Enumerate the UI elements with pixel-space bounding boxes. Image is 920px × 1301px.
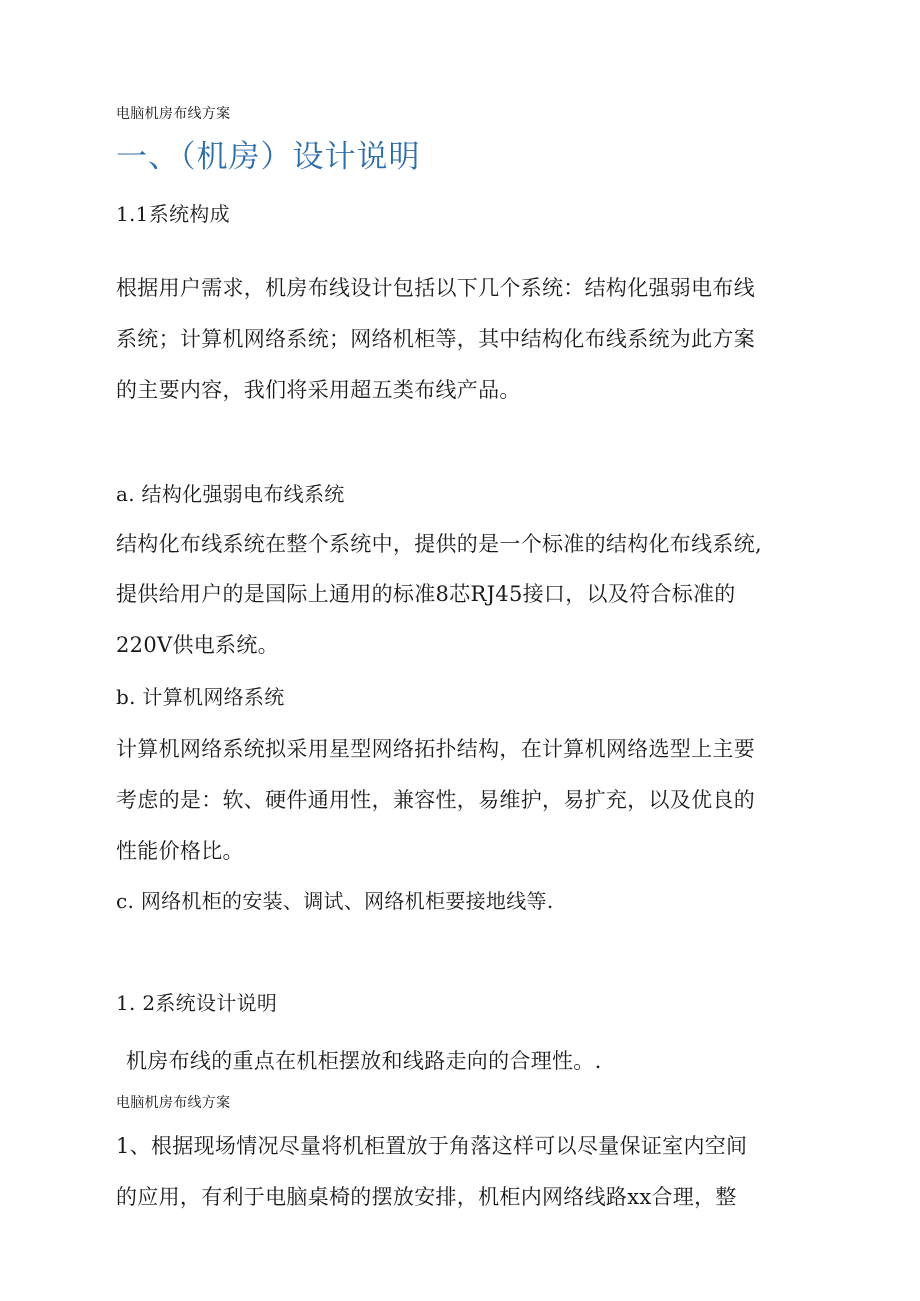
paragraph-line: 的主要内容，我们将采用超五类布线产品。	[116, 378, 521, 402]
subsection-title-1-1: 1.1系统构成	[116, 202, 230, 226]
paragraph-line: 系统；计算机网络系统；网络机柜等，其中结构化布线系统为此方案	[116, 327, 755, 351]
subsection-title-1-2: 1. 2系统设计说明	[116, 991, 278, 1015]
item-a-title: a. 结构化强弱电布线系统	[116, 482, 345, 506]
document-header-title: 电脑机房布线方案	[116, 1095, 231, 1111]
item-c-line: c. 网络机柜的安装、调试、网络机柜要接地线等.	[116, 889, 554, 913]
paragraph-line: 性能价格比。	[116, 839, 244, 863]
section-heading: 一、（机房）设计说明	[116, 139, 421, 175]
paragraph-line: 的应用，有利于电脑桌椅的摆放安排，机柜内网络线路xx合理，整	[116, 1185, 737, 1209]
document-header-title: 电脑机房布线方案	[116, 106, 231, 122]
paragraph-line: 机房布线的重点在机柜摆放和线路走向的合理性。.	[126, 1049, 602, 1073]
paragraph-line: 结构化布线系统在整个系统中，提供的是一个标准的结构化布线系统,	[116, 532, 762, 556]
paragraph-line: 1、根据现场情况尽量将机柜置放于角落这样可以尽量保证室内空间	[116, 1134, 748, 1158]
paragraph-line: 提供给用户的是国际上通用的标准8芯RJ45接口，以及符合标准的	[116, 582, 736, 606]
paragraph-line: 220V供电系统。	[116, 633, 279, 657]
paragraph-line: 考虑的是：软、硬件通用性，兼容性，易维护，易扩充，以及优良的	[116, 788, 755, 812]
paragraph-line: 根据用户需求，机房布线设计包括以下几个系统：结构化强弱电布线	[116, 276, 755, 300]
paragraph-line: 计算机网络系统拟采用星型网络拓扑结构，在计算机网络选型上主要	[116, 737, 755, 761]
item-b-title: b. 计算机网络系统	[116, 685, 285, 709]
